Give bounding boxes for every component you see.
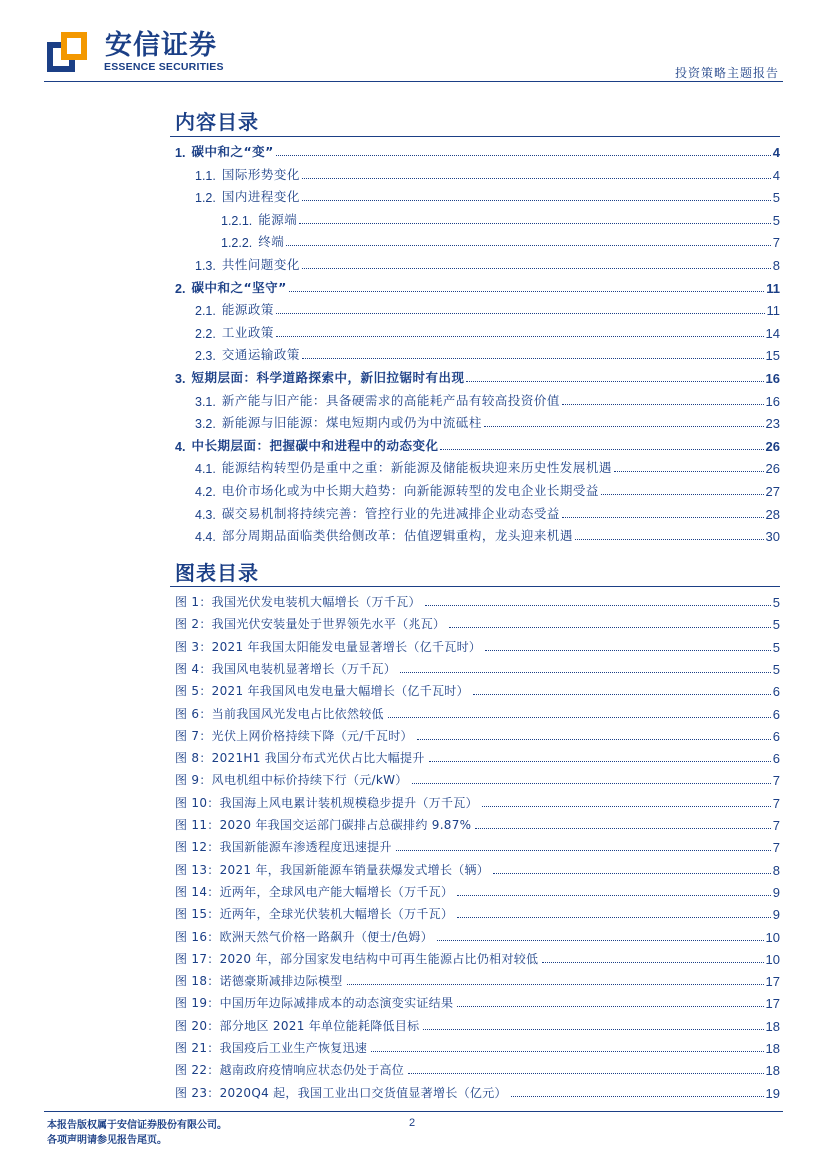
toc-leader-dots (601, 494, 764, 495)
copyright-notice: 本报告版权属于安信证券股份有限公司。 (47, 1120, 227, 1131)
toc-entry-text: 能源政策 (221, 302, 274, 318)
figure-entry-page: 10 (765, 951, 780, 967)
figure-entry-text: 图 19：中国历年边际减排成本的动态演变实证结果 (175, 996, 454, 1011)
toc-entry-page: 5 (772, 190, 780, 206)
toc-entry[interactable] (175, 477, 780, 499)
essence-logo-icon (47, 30, 97, 74)
toc-entry-number: 1.2.2. (221, 236, 253, 251)
toc-leader-dots (276, 155, 771, 156)
toc-entry-text: 国内进程变化 (221, 189, 300, 205)
toc-entry-text: 新产能与旧产能：具备硬需求的高能耗产品有较高投资价值 (221, 392, 560, 408)
header-divider (44, 81, 783, 82)
figure-entry-page: 8 (772, 862, 780, 878)
figure-entry[interactable] (175, 588, 780, 610)
figure-leader-dots (423, 1029, 763, 1030)
figure-entry[interactable] (175, 856, 780, 878)
figure-entry-page: 5 (772, 595, 780, 610)
toc-entry-number: 1.3. (195, 259, 216, 273)
figure-leader-dots (457, 1006, 763, 1007)
toc-entry-page: 4 (772, 167, 780, 183)
figure-entry-page: 17 (765, 974, 780, 990)
toc-entry-text: 短期层面：科学道路探索中，新旧拉锯时有出现 (191, 370, 465, 385)
toc-entry-page: 11 (766, 303, 780, 319)
toc-entry-number: 4.3. (195, 507, 216, 522)
figure-leader-dots (429, 761, 771, 762)
figure-entry-text: 图 2：我国光伏安装量处于世界领先水平（兆瓦） (175, 617, 446, 632)
toc-leader-dots (562, 517, 764, 518)
figure-leader-dots (400, 672, 771, 673)
figure-entry-page: 5 (772, 617, 780, 633)
figure-entry-text: 图 11：2020 年我国交运部门碳排占总碳排约 9.87% (175, 818, 472, 832)
toc-entry-text: 工业政策 (221, 324, 274, 340)
figure-entry[interactable] (175, 610, 780, 632)
toc-entry-text: 终端 (258, 234, 285, 250)
figure-entry-text: 图 9：风电机组中标价持续下行（元/kW） (175, 773, 408, 788)
figure-entry-page: 10 (765, 929, 780, 945)
toc-entry[interactable] (175, 319, 780, 341)
toc-leader-dots (466, 381, 763, 382)
brand-name-en: ESSENCE SECURITIES (104, 61, 224, 73)
toc-entry-text: 碳中和之“坚守” (191, 279, 287, 295)
figure-leader-dots (388, 717, 771, 718)
figure-entry[interactable] (175, 900, 780, 922)
toc-entry-number: 4.2. (195, 485, 216, 499)
toc-title-divider (170, 136, 780, 137)
figure-entry-text: 图 12：我国新能源车渗透程度迅速提升 (175, 840, 392, 855)
figure-entry[interactable] (175, 655, 780, 677)
figure-entry-text: 图 22：越南政府疫情响应状态仍处于高位 (175, 1063, 405, 1078)
toc-entry[interactable] (175, 274, 780, 296)
toc-entry[interactable] (175, 500, 780, 522)
figure-entry[interactable] (175, 677, 780, 699)
toc-entry-page: 28 (765, 506, 780, 522)
disclaimer-notice: 各项声明请参见报告尾页。 (47, 1135, 167, 1146)
page-header (0, 0, 827, 82)
figure-leader-dots (347, 984, 764, 985)
figure-entry-text: 图 7：光伏上网价格持续下降（元/千瓦时） (175, 728, 413, 743)
toc-entry[interactable] (175, 228, 780, 250)
toc-entry[interactable] (175, 409, 780, 431)
toc-entry[interactable] (175, 183, 780, 205)
figure-leader-dots (437, 940, 764, 941)
toc-entry[interactable] (175, 161, 780, 183)
figure-leader-dots (457, 895, 770, 896)
figure-entry[interactable] (175, 967, 780, 989)
figure-entry-page: 5 (772, 639, 780, 655)
figure-entry-page: 7 (772, 795, 780, 811)
footer-divider (44, 1111, 783, 1112)
figure-entry-page: 18 (765, 1041, 780, 1056)
toc-leader-dots (299, 223, 770, 224)
figure-entry-page: 6 (772, 706, 780, 722)
toc-entry-number: 1.2. (195, 191, 216, 206)
toc-entry-page: 26 (765, 438, 780, 454)
figure-leader-dots (371, 1051, 763, 1052)
figure-entry-text: 图 14：近两年，全球风电产能大幅增长（万千瓦） (175, 884, 454, 899)
figure-entry[interactable] (175, 811, 780, 833)
figure-leader-dots (412, 783, 771, 784)
toc-entry[interactable] (175, 387, 780, 409)
toc-entry-number: 1. (175, 146, 186, 160)
toc-entry-text: 中长期层面：把握碳中和进程中的动态变化 (191, 437, 439, 453)
toc-entry-page: 27 (765, 484, 780, 499)
toc-entry[interactable] (175, 206, 780, 228)
figure-entry[interactable] (175, 945, 780, 967)
toc-entry-number: 2.2. (195, 326, 216, 341)
figure-leader-dots (493, 873, 771, 874)
toc-entry-number: 3.1. (195, 394, 216, 409)
toc-entry-number: 4.1. (195, 462, 216, 477)
figure-entry-page: 7 (772, 818, 780, 833)
figure-leader-dots (408, 1073, 763, 1074)
figure-entry-page: 7 (772, 840, 780, 856)
toc-entry-text: 能源端 (258, 211, 298, 227)
toc-entry-number: 3. (175, 372, 186, 386)
toc-entry-number: 1.2.1. (221, 213, 253, 228)
figure-entry-text: 图 6：当前我国风光发电占比依然较低 (175, 706, 384, 721)
toc-entry[interactable] (175, 251, 780, 273)
toc-leader-dots (302, 268, 771, 269)
figure-leader-dots (449, 627, 770, 628)
toc-leader-dots (562, 404, 764, 405)
figure-leader-dots (475, 828, 770, 829)
figure-entry[interactable] (175, 700, 780, 722)
figure-leader-dots (482, 806, 771, 807)
figure-list-title: 图表目录 (175, 561, 259, 585)
figure-entry-text: 图 16：欧洲天然气价格一路飙升（便士/色姆） (175, 929, 434, 944)
toc-entry[interactable] (175, 138, 780, 160)
toc-leader-dots (276, 313, 765, 314)
toc-leader-dots (286, 245, 770, 246)
toc-leader-dots (289, 291, 764, 292)
toc-entry-page: 4 (772, 145, 780, 160)
figure-entry-text: 图 13：2021 年，我国新能源车销量获爆发式增长（辆） (175, 862, 490, 877)
figure-entry[interactable] (175, 744, 780, 766)
figure-leader-dots (485, 650, 771, 651)
toc-leader-dots (276, 336, 764, 337)
figure-entry[interactable] (175, 633, 780, 655)
toc-entry-page: 7 (772, 235, 780, 251)
figure-entry-page: 7 (772, 773, 780, 789)
figure-entry-text: 图 17：2020 年，部分国家发电结构中可再生能源占比仍相对较低 (175, 951, 539, 966)
figure-entry-text: 图 10：我国海上风电累计装机规模稳步提升（万千瓦） (175, 795, 478, 810)
toc-entry[interactable] (175, 432, 780, 454)
figure-entry[interactable] (175, 833, 780, 855)
figure-entry-page: 9 (772, 907, 780, 923)
figure-leader-dots (457, 917, 770, 918)
toc-leader-dots (484, 426, 764, 427)
toc-entry-text: 国际形势变化 (221, 166, 300, 182)
toc-leader-dots (302, 200, 771, 201)
toc-entry-page: 16 (765, 393, 780, 409)
toc-entry-text: 共性问题变化 (221, 257, 300, 272)
page-number: 2 (409, 1117, 416, 1129)
toc-entry[interactable] (175, 522, 780, 544)
figure-entry[interactable] (175, 789, 780, 811)
toc-leader-dots (614, 471, 764, 472)
toc-entry[interactable] (175, 364, 780, 386)
figure-entry[interactable] (175, 722, 780, 744)
figure-entry-page: 6 (772, 728, 780, 744)
figure-entry-page: 6 (772, 751, 780, 767)
figure-entry[interactable] (175, 1034, 780, 1056)
toc-entry-text: 碳中和之“变” (191, 144, 274, 159)
figure-entry-text: 图 21：我国疫后工业生产恢复迅速 (175, 1041, 368, 1055)
figure-entry-page: 18 (765, 1018, 780, 1034)
figure-entry[interactable] (175, 923, 780, 945)
figure-entry[interactable] (175, 989, 780, 1011)
toc-entry-page: 5 (772, 212, 780, 228)
toc-entry-page: 14 (765, 325, 780, 341)
figure-entry[interactable] (175, 766, 780, 788)
toc-leader-dots (302, 178, 771, 179)
toc-entry-page: 23 (765, 416, 780, 432)
toc-entry-text: 部分周期品面临类供给侧改革：估值逻辑重构，龙头迎来机遇 (221, 528, 573, 544)
toc-entry-page: 8 (772, 258, 780, 273)
figure-leader-dots (396, 850, 771, 851)
figure-entry[interactable] (175, 1079, 780, 1101)
figure-entry-text: 图 23：2020Q4 起，我国工业出口交货值显著增长（亿元） (175, 1085, 507, 1100)
figure-entry-text: 图 20：部分地区 2021 年单位能耗降低目标 (175, 1018, 420, 1033)
figure-entry-text: 图 3：2021 年我国太阳能发电量显著增长（亿千瓦时） (175, 639, 482, 654)
figure-entry-text: 图 8：2021H1 我国分布式光伏占比大幅提升 (175, 751, 425, 766)
toc-entry-number: 1.1. (195, 168, 216, 183)
figure-entry-page: 17 (765, 996, 780, 1012)
figure-entry-page: 19 (765, 1085, 780, 1101)
figure-entry-text: 图 5：2021 年我国风电发电量大幅增长（亿千瓦时） (175, 684, 469, 699)
figure-leader-dots (417, 739, 771, 740)
toc-entry-number: 2.1. (195, 304, 216, 319)
toc-entry-text: 电价市场化或为中长期大趋势：向新能源转型的发电企业长期受益 (221, 483, 599, 498)
toc-entry[interactable] (175, 296, 780, 318)
figure-entry-page: 5 (772, 661, 780, 677)
figure-entry[interactable] (175, 1056, 780, 1078)
toc-entry-text: 能源结构转型仍是重中之重：新能源及储能板块迎来历史性发展机遇 (221, 460, 612, 476)
toc-leader-dots (575, 539, 764, 540)
toc-entry-number: 2.3. (195, 349, 216, 364)
figure-leader-dots (542, 962, 763, 963)
toc-entry-number: 3.2. (195, 417, 216, 432)
figure-entry-text: 图 4：我国风电装机显著增长（万千瓦） (175, 661, 397, 676)
toc-entry-number: 4. (175, 439, 186, 454)
figure-entry[interactable] (175, 878, 780, 900)
toc-entry-page: 11 (766, 280, 780, 296)
figure-leader-dots (511, 1096, 764, 1097)
toc-entry-page: 15 (765, 348, 780, 364)
toc-entry[interactable] (175, 454, 780, 476)
toc-entry-text: 交通运输政策 (221, 347, 300, 363)
toc-leader-dots (302, 358, 764, 359)
report-type: 投资策略主题报告 (674, 66, 779, 80)
figure-entry-page: 9 (772, 884, 780, 900)
figure-leader-dots (425, 605, 771, 606)
toc-entry[interactable] (175, 341, 780, 363)
toc-leader-dots (440, 449, 763, 450)
toc-title: 内容目录 (175, 110, 259, 134)
figure-list-divider (170, 586, 780, 587)
figure-entry-page: 6 (772, 684, 780, 700)
brand-name-cn: 安信证券 (105, 30, 217, 61)
toc-entry-page: 16 (765, 371, 780, 386)
figure-entry-page: 18 (765, 1063, 780, 1079)
toc-entry-number: 4.4. (195, 530, 216, 545)
toc-entry-page: 26 (765, 461, 780, 477)
figure-entry-text: 图 18：诺德豪斯减排边际模型 (175, 974, 343, 989)
figure-entry-text: 图 15：近两年，全球光伏装机大幅增长（万千瓦） (175, 907, 454, 922)
toc-entry-page: 30 (765, 529, 780, 545)
figure-entry-text: 图 1：我国光伏发电装机大幅增长（万千瓦） (175, 595, 421, 609)
figure-leader-dots (473, 694, 771, 695)
toc-entry-number: 2. (175, 281, 186, 296)
toc-entry-text: 碳交易机制将持续完善：管控行业的先进减排企业动态受益 (221, 505, 560, 521)
toc-entry-text: 新能源与旧能源：煤电短期内或仍为中流砥柱 (221, 415, 482, 431)
figure-entry[interactable] (175, 1012, 780, 1034)
